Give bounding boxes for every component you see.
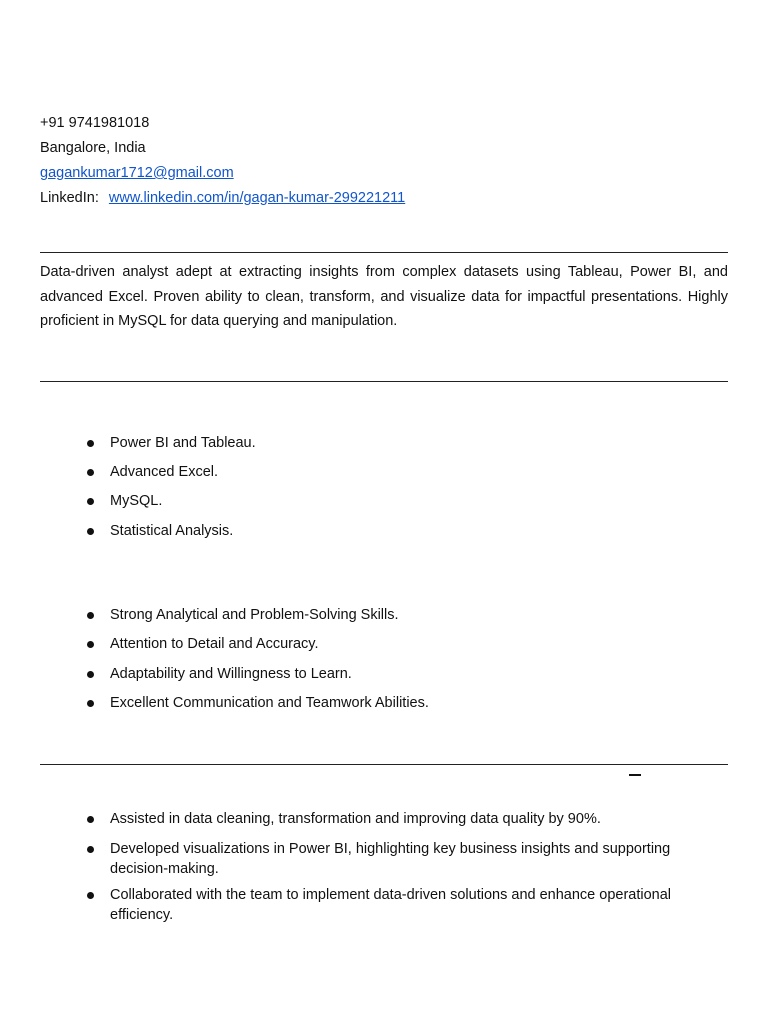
- skill-text: MySQL.: [110, 493, 163, 509]
- linkedin-label: LinkedIn:: [40, 190, 99, 206]
- bullet-icon: [87, 641, 94, 648]
- bullet-icon: [87, 469, 94, 476]
- phone-number: +91 9741981018: [40, 115, 150, 131]
- linkedin-row: [40, 189, 405, 207]
- dash-mark: [629, 774, 641, 776]
- skill-text: Attention to Detail and Accuracy.: [110, 636, 319, 652]
- linkedin-link[interactable]: www.linkedin.com/in/gagan-kumar-299221211: [108, 190, 406, 206]
- skill-text: Adaptability and Willingness to Learn.: [110, 666, 352, 682]
- section-divider-summary: [40, 252, 728, 253]
- section-divider-skills: [40, 381, 728, 382]
- skill-text: Statistical Analysis.: [110, 523, 234, 539]
- bullet-icon: [87, 892, 94, 899]
- bullet-icon: [87, 700, 94, 707]
- location: Bangalore, India: [40, 140, 146, 156]
- bullet-icon: [87, 671, 94, 678]
- skill-text: Excellent Communication and Teamwork Abilities.: [110, 695, 429, 711]
- bullet-icon: [87, 612, 94, 619]
- email-link[interactable]: gagankumar1712@gmail.com: [40, 165, 234, 181]
- professional-summary: Data-driven analyst adept at extracting insights from complex datasets using Tableau, Power BI, and advanced Excel. Proven ability to clean, transform, and visualize data for impactful presentations. Highly proficient in MySQL for data querying and manipulation.: [40, 264, 728, 329]
- skill-text: Strong Analytical and Problem-Solving Skills.: [110, 607, 399, 623]
- bullet-icon: [87, 440, 94, 447]
- bullet-icon: [87, 816, 94, 823]
- bullet-icon: [87, 846, 94, 853]
- skill-text: Power BI and Tableau.: [110, 435, 256, 451]
- experience-text: Collaborated with the team to implement data-driven solutions and enhance operational efficiency.: [110, 887, 672, 923]
- bullet-icon: [87, 498, 94, 505]
- skill-text: Advanced Excel.: [110, 464, 219, 480]
- section-divider-experience: [40, 764, 728, 765]
- bullet-icon: [87, 528, 94, 535]
- experience-text: Developed visualizations in Power BI, highlighting key business insights and supporting decision-making.: [110, 841, 671, 877]
- experience-text: Assisted in data cleaning, transformation and improving data quality by 90%.: [110, 811, 601, 827]
